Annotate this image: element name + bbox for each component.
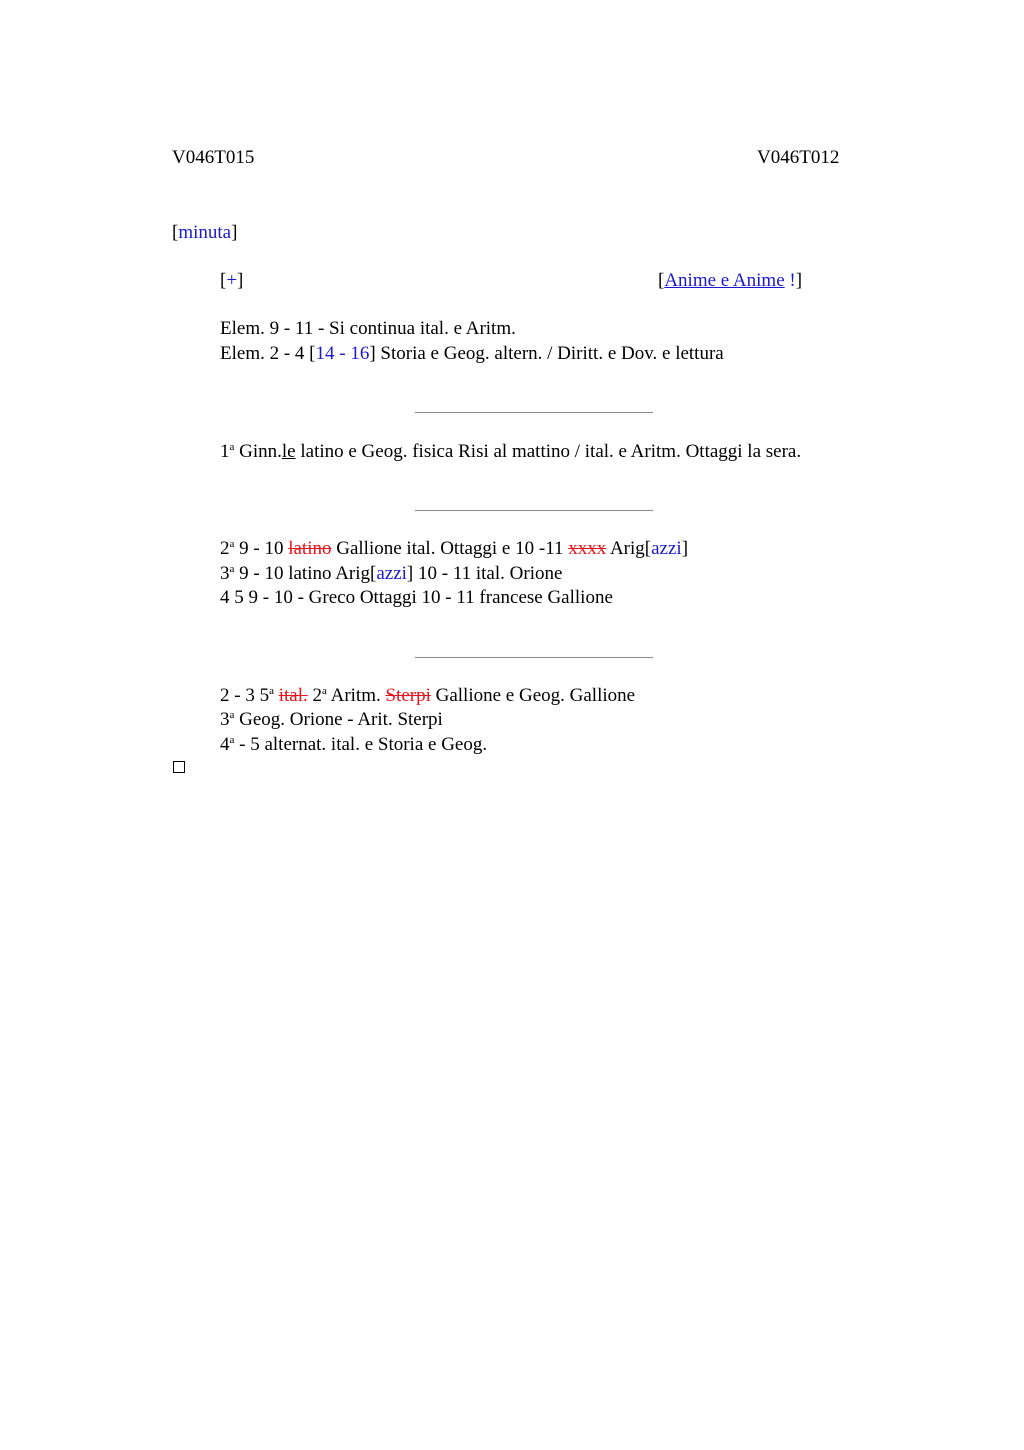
l3a-post: ] 10 - 11 ital. Orione: [406, 563, 563, 584]
l3a-num: 3: [220, 563, 230, 584]
minuta-text: minuta: [178, 222, 232, 243]
s2-mid2: Aritm.: [326, 685, 386, 706]
bracket-close: ]: [231, 222, 238, 243]
plus-note: [220, 269, 243, 293]
elem-line-1: Elem. 9 - 11 - Si continua ital. e Aritm.: [220, 318, 516, 339]
l3a-pre: 9 - 10 latino Arig[: [234, 563, 377, 584]
s2-sup1: a: [269, 685, 274, 697]
ginn-sup: a: [229, 441, 235, 453]
l2a-close: ]: [681, 538, 689, 559]
schedule-line-s2: [220, 684, 635, 708]
s2-sup2: a: [322, 685, 327, 697]
ginn-underlined: le: [281, 441, 296, 462]
bracket-close: ]: [795, 270, 803, 291]
s3-post: Geog. Orione - Arit. Sterpi: [234, 709, 443, 730]
s3-sup: a: [229, 709, 235, 721]
elem2-post: ] Storia e Geog. altern. / Diritt. e Dov. e lettura: [369, 343, 724, 364]
l2a-sup: a: [229, 538, 235, 550]
s4-num: 4: [220, 734, 230, 755]
schedule-line-3a: [220, 562, 562, 586]
ginnasio-line: [220, 440, 801, 464]
ginn-pre: Ginn.: [234, 441, 282, 462]
elem2-insertion: 14 - 16: [315, 343, 370, 364]
separator-rule-3: [415, 657, 653, 658]
minuta-note: [172, 221, 237, 245]
ginn-post: latino e Geog. fisica Risi al mattino / ital. e Aritm. Ottaggi la sera.: [295, 441, 802, 462]
separator-rule-1: [415, 412, 653, 413]
deleted-ital: ital.: [278, 685, 308, 706]
ginn-num: 1: [220, 441, 230, 462]
s2-post: Gallione e Geog. Gallione: [430, 685, 636, 706]
separator-rule-2: [415, 510, 653, 511]
l3a-sup: a: [229, 563, 235, 575]
bracket-close: ]: [237, 270, 244, 291]
s2-mid: 2: [307, 685, 322, 706]
schedule-line-s4: [220, 733, 487, 757]
anime-link[interactable]: Anime e Anime: [664, 270, 785, 291]
elem-line-2: [220, 342, 724, 366]
bracket-open: [: [658, 270, 665, 291]
l2a-mid2: Arig[: [606, 538, 652, 559]
l3a-insertion: azzi: [376, 563, 407, 584]
anime-note: [658, 269, 802, 293]
s2-pre: 2 - 3 5: [220, 685, 270, 706]
elem2-pre: Elem. 2 - 4 [: [220, 343, 316, 364]
l2a-num: 2: [220, 538, 230, 559]
deleted-latino: latino: [288, 538, 332, 559]
checkbox-square-icon: [173, 761, 185, 773]
bracket-open: [: [220, 270, 227, 291]
schedule-line-2a: [220, 537, 688, 561]
deleted-xxxx: xxxx: [568, 538, 607, 559]
header-right-code: V046T012: [757, 147, 840, 168]
l2a-mid: Gallione ital. Ottaggi e 10 -11: [331, 538, 569, 559]
schedule-line-45: 4 5 9 - 10 - Greco Ottaggi 10 - 11 francese Gallione: [220, 587, 613, 608]
deleted-sterpi: Sterpi: [385, 685, 431, 706]
s4-post: - 5 alternat. ital. e Storia e Geog.: [234, 734, 488, 755]
l2a-pre: 9 - 10: [234, 538, 289, 559]
header-left-code: V046T015: [172, 147, 255, 168]
s4-sup: a: [229, 734, 235, 746]
s3-num: 3: [220, 709, 230, 730]
schedule-line-s3: [220, 708, 443, 732]
anime-exclamation: !: [784, 270, 796, 291]
plus-sign: +: [226, 270, 238, 291]
l2a-insertion: azzi: [651, 538, 682, 559]
bracket-open: [: [172, 222, 179, 243]
